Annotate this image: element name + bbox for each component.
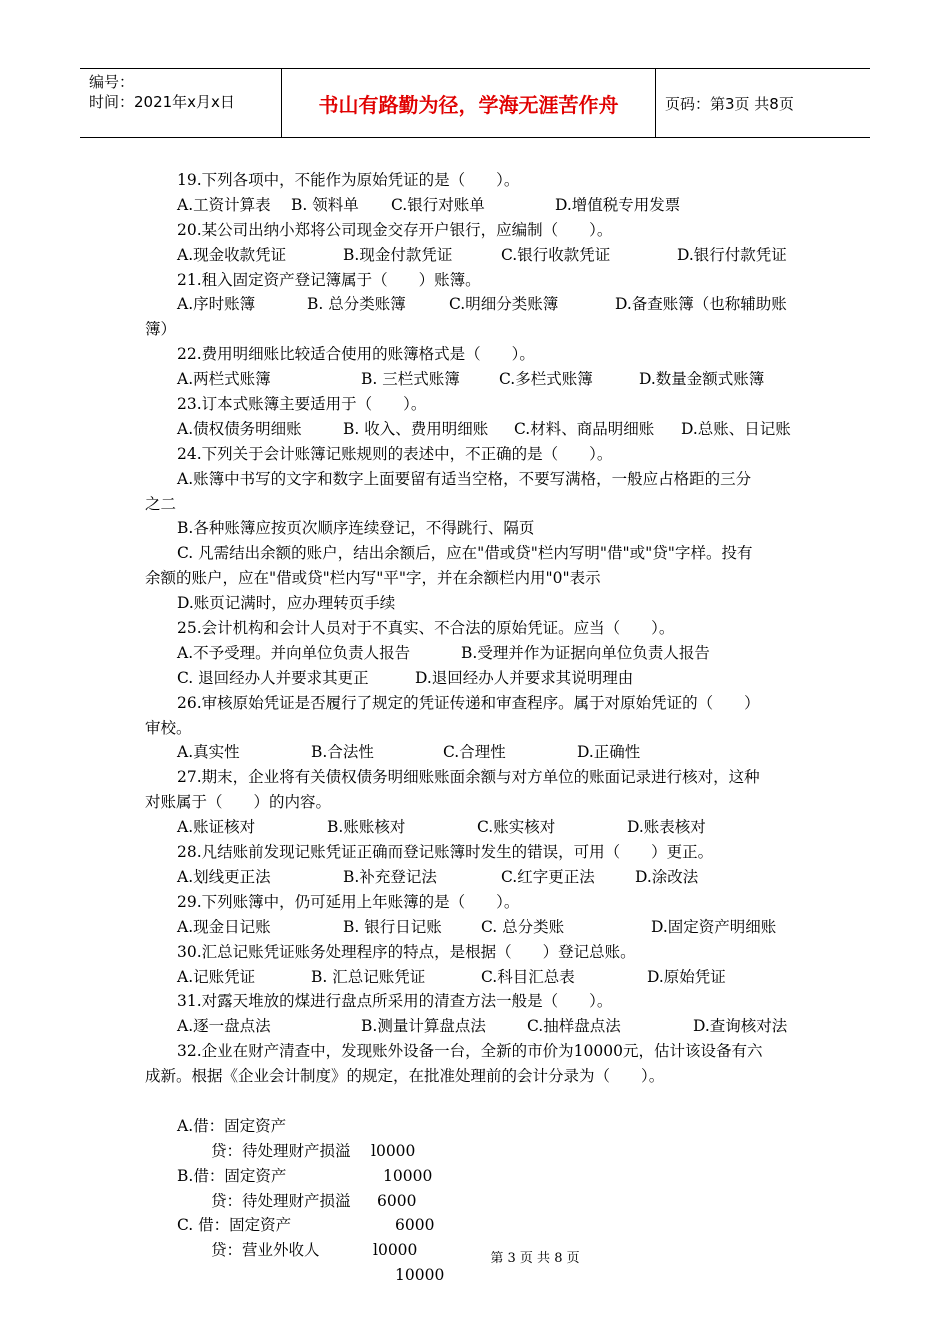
- question-26: 26.审核原始凭证是否履行了规定的凭证传递和审查程序。属于对原始凭证的（ ）: [177, 693, 760, 712]
- option: C.银行对账单: [391, 195, 485, 214]
- option: A.两栏式账簿: [177, 370, 271, 389]
- option: A.真实性: [177, 743, 240, 762]
- option: A.账证核对: [177, 818, 256, 837]
- question-21: 21.租入固定资产登记簿属于（ ）账簿。: [177, 270, 481, 289]
- option-24d: D.账页记满时，应办理转页手续: [177, 594, 396, 613]
- option: C.多栏式账簿: [499, 370, 593, 389]
- option: C.明细分类账簿: [449, 295, 559, 314]
- entry-label: A.借：固定资产: [177, 1116, 287, 1135]
- option: A.记账凭证: [177, 967, 256, 986]
- option: C.合理性: [443, 743, 506, 762]
- option: D.账表核对: [627, 818, 706, 837]
- page-footer: 第 3 页 共 8 页: [490, 1251, 580, 1266]
- entry-amount: l0000: [373, 1241, 418, 1260]
- option: C.科目汇总表: [481, 967, 575, 986]
- option: B.补充登记法: [343, 867, 437, 886]
- options-22: [145, 367, 810, 392]
- option-24c-cont: 余额的账户，应在"借或贷"栏内写"平"字，并在余额栏内用"0"表示: [145, 569, 601, 588]
- option: B. 三栏式账簿: [361, 370, 460, 389]
- page-header: [80, 68, 870, 138]
- entry-credit: 贷：营业外收人: [211, 1241, 320, 1260]
- question-31: 31.对露天堆放的煤进行盘点所采用的清查方法一般是（ ）。: [177, 992, 613, 1011]
- options-25-row2: [145, 666, 810, 691]
- question-27-cont: 对账属于（ ）的内容。: [145, 793, 332, 812]
- option: B. 领料单: [291, 195, 359, 214]
- question-19: 19.下列各项中，不能作为原始凭证的是（ ）。: [177, 171, 520, 189]
- option: D.总账、日记账: [681, 419, 791, 438]
- option-24a: A.账簿中书写的文字和数字上面要留有适当空格，不要写满格，一般应占格距的三分: [177, 469, 752, 488]
- option: A.现金收款凭证: [177, 245, 287, 264]
- option-24b: B.各种账簿应按页次顺序连续登记，不得跳行、隔页: [177, 519, 535, 538]
- option: A.现金日记账: [177, 917, 271, 936]
- option: B.账账核对: [327, 818, 406, 837]
- options-19: [145, 193, 810, 218]
- options-29: [145, 915, 810, 940]
- option: D.原始凭证: [647, 967, 726, 986]
- option: D.正确性: [577, 743, 641, 762]
- question-25: 25.会计机构和会计人员对于不真实、不合法的原始凭证。应当（ ）。: [177, 619, 675, 638]
- entry-credit-amount: 10000: [395, 1266, 445, 1285]
- option: D.数量金额式账簿: [639, 370, 765, 389]
- option: D.增值税专用发票: [555, 195, 681, 214]
- question-32-cont: 成新。根据《企业会计制度》的规定，在批准处理前的会计分录为（ ）。: [145, 1067, 665, 1086]
- option: C.抽样盘点法: [527, 1017, 621, 1036]
- options-21-cont: 簿）: [145, 320, 177, 339]
- option: B.现金付款凭证: [343, 245, 453, 264]
- entry-amount: 6000: [377, 1191, 417, 1210]
- option: A.划线更正法: [177, 867, 271, 886]
- question-22: 22.费用明细账比较适合使用的账簿格式是（ ）。: [177, 345, 535, 364]
- question-23: 23.订本式账簿主要适用于（ ）。: [177, 395, 427, 414]
- option: B.受理并作为证据向单位负责人报告: [461, 643, 710, 662]
- entry-credit: 贷：待处理财产损溢: [211, 1141, 351, 1160]
- options-23: [145, 417, 810, 442]
- option: B. 汇总记账凭证: [311, 967, 426, 986]
- question-30: 30.汇总记账凭证账务处理程序的特点，是根据（ ）登记总账。: [177, 942, 636, 961]
- option: B. 银行日记账: [343, 917, 442, 936]
- question-26-cont: 审校。: [145, 718, 192, 737]
- option: A.工资计算表: [177, 195, 271, 214]
- option: D.涂改法: [635, 867, 699, 886]
- header-page-info: 页码：第3页 共8页: [665, 94, 794, 113]
- options-21: [145, 292, 810, 317]
- option: D.银行付款凭证: [677, 245, 787, 264]
- options-28: [145, 865, 810, 890]
- entry-label: C. 借：固定资产: [177, 1216, 292, 1235]
- option: D.固定资产明细账: [651, 917, 777, 936]
- options-20: [145, 243, 810, 268]
- entry-label: B.借：固定资产: [177, 1166, 287, 1185]
- header-motto: 书山有路勤为径，学海无涯苦作舟: [282, 69, 656, 137]
- option: C.材料、商品明细账: [514, 419, 655, 438]
- option: B.合法性: [311, 743, 374, 762]
- option-24a-cont: 之二: [145, 494, 177, 513]
- options-31: [145, 1014, 810, 1039]
- option-24c: C. 凡需结出余额的账户，结出余额后，应在"借或贷"栏内写明"借"或"贷"字样。投有: [177, 544, 753, 563]
- question-24: 24.下列关于会计账簿记账规则的表述中，不正确的是（ ）。: [177, 444, 613, 463]
- option: B. 收入、费用明细账: [343, 419, 489, 438]
- question-20: 20.某公司出纳小郑将公司现金交存开户银行，应编制（ ）。: [177, 220, 613, 239]
- option: C. 总分类账: [481, 917, 565, 936]
- option: C.银行收款凭证: [501, 245, 611, 264]
- option: D.退回经办人并要求其说明理由: [415, 668, 634, 687]
- options-27: [145, 815, 810, 840]
- options-26: [145, 740, 810, 765]
- header-meta: [80, 69, 282, 137]
- time-label: 时间：2021年x月x日: [89, 93, 235, 111]
- option: A.不予受理。并向单位负责人报告: [177, 643, 411, 662]
- number-label: 编号：: [89, 73, 135, 91]
- option: A.序时账簿: [177, 295, 256, 314]
- option: A.债权债务明细账: [177, 419, 302, 438]
- option: D.备查账簿（也称辅助账: [615, 295, 787, 314]
- entry-amount: l0000: [371, 1141, 416, 1160]
- entry-credit: 贷：待处理财产损溢: [211, 1191, 351, 1210]
- option: A.逐一盘点法: [177, 1017, 271, 1036]
- option: B.测量计算盘点法: [361, 1017, 486, 1036]
- entry-credit-amount: 10000: [383, 1166, 433, 1185]
- entry-credit-amount: 6000: [395, 1216, 435, 1235]
- option: D.查询核对法: [693, 1017, 788, 1036]
- option: C. 退回经办人并要求其更正: [177, 668, 369, 687]
- question-32: 32.企业在财产清查中，发现账外设备一台，全新的市价为10000元，估计该设备有六: [177, 1042, 763, 1061]
- question-29: 29.下列账簿中，仍可延用上年账簿的是（ ）。: [177, 892, 520, 911]
- option: C.账实核对: [477, 818, 556, 837]
- option: C.红字更正法: [501, 867, 595, 886]
- option: B. 总分类账簿: [307, 295, 406, 314]
- question-28: 28.凡结账前发现记账凭证正确而登记账簿时发生的错误，可用（ ）更正。: [177, 843, 714, 862]
- options-25-row1: [145, 641, 810, 666]
- question-27: 27.期末，企业将有关债权债务明细账账面余额与对方单位的账面记录进行核对，这种: [177, 768, 760, 787]
- options-30: [145, 965, 810, 990]
